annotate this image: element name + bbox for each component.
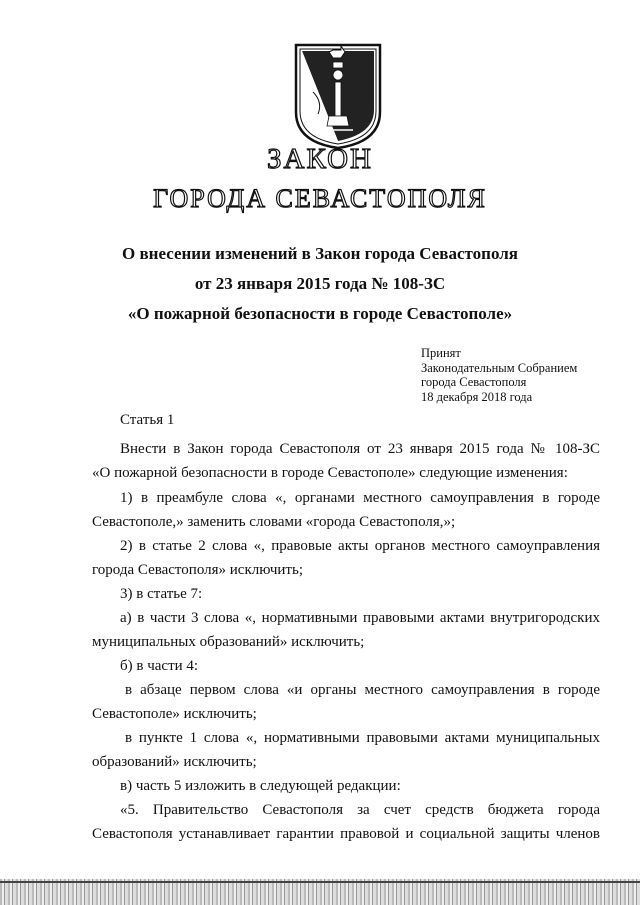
paragraph-line: в пункте 1 слова «, нормативными правовыми актами муниципальных	[125, 730, 600, 746]
paragraph-line: 2) в статье 2 слова «, правовые акты органов местного самоуправления	[120, 538, 600, 554]
scan-edge	[0, 879, 640, 905]
heading-line-2: от 23 января 2015 года № 108-ЗС	[194, 274, 446, 293]
paragraph-line: в) часть 5 изложить в следующей редакции:	[120, 778, 401, 794]
adoption-block	[421, 346, 577, 404]
paragraph-line: «О пожарной безопасности в городе Севастополе» следующие изменения:	[92, 465, 568, 481]
paragraph-line: Внести в Закон города Севастополя от 23 января 2015 года № 108-ЗС	[120, 441, 600, 457]
paragraph-line: Севастополе» исключить;	[92, 706, 257, 722]
article-title: Статья 1	[120, 412, 175, 428]
paragraph-line: муниципальных образований» исключить;	[92, 634, 365, 650]
paragraph-line: «5. Правительство Севастополя за счет средств бюджета города	[120, 802, 600, 818]
paragraph-line: 1) в преамбуле слова «, органами местного самоуправления в городе	[120, 490, 600, 506]
paragraph-line: б) в части 4:	[120, 658, 199, 674]
paragraph-line: образований» исключить;	[92, 754, 257, 770]
adoption-date: 18 декабря 2018 года	[421, 389, 533, 404]
heading-line-1: О внесении изменений в Закон города Севастополя	[122, 244, 518, 263]
adoption-line: Принят	[421, 346, 461, 360]
document-subtitle: ГОРОДА СЕВАСТОПОЛЯ	[153, 184, 487, 213]
sevastopol-coat-of-arms	[293, 42, 383, 150]
document-title: ЗАКОН	[267, 143, 373, 175]
heading-line-3: «О пожарной безопасности в городе Севастополе»	[127, 304, 513, 323]
paragraph-line: города Севастополя» исключить;	[92, 562, 303, 578]
paragraph-line: Севастополя устанавливает гарантии правовой и социальной защиты членов	[92, 826, 600, 842]
adoption-line: города Севастополя	[421, 375, 527, 389]
paragraph-line: 3) в статье 7:	[120, 586, 203, 602]
paragraph-line: в абзаце первом слова «и органы местного самоуправления в городе	[125, 682, 600, 698]
adoption-line: Законодательным Собранием	[421, 360, 578, 375]
paragraph-line: Севастополе,» заменить словами «города Севастополя,»;	[92, 514, 456, 530]
paragraph-line: а) в части 3 слова «, нормативными правовыми актами внутригородских	[120, 610, 600, 626]
